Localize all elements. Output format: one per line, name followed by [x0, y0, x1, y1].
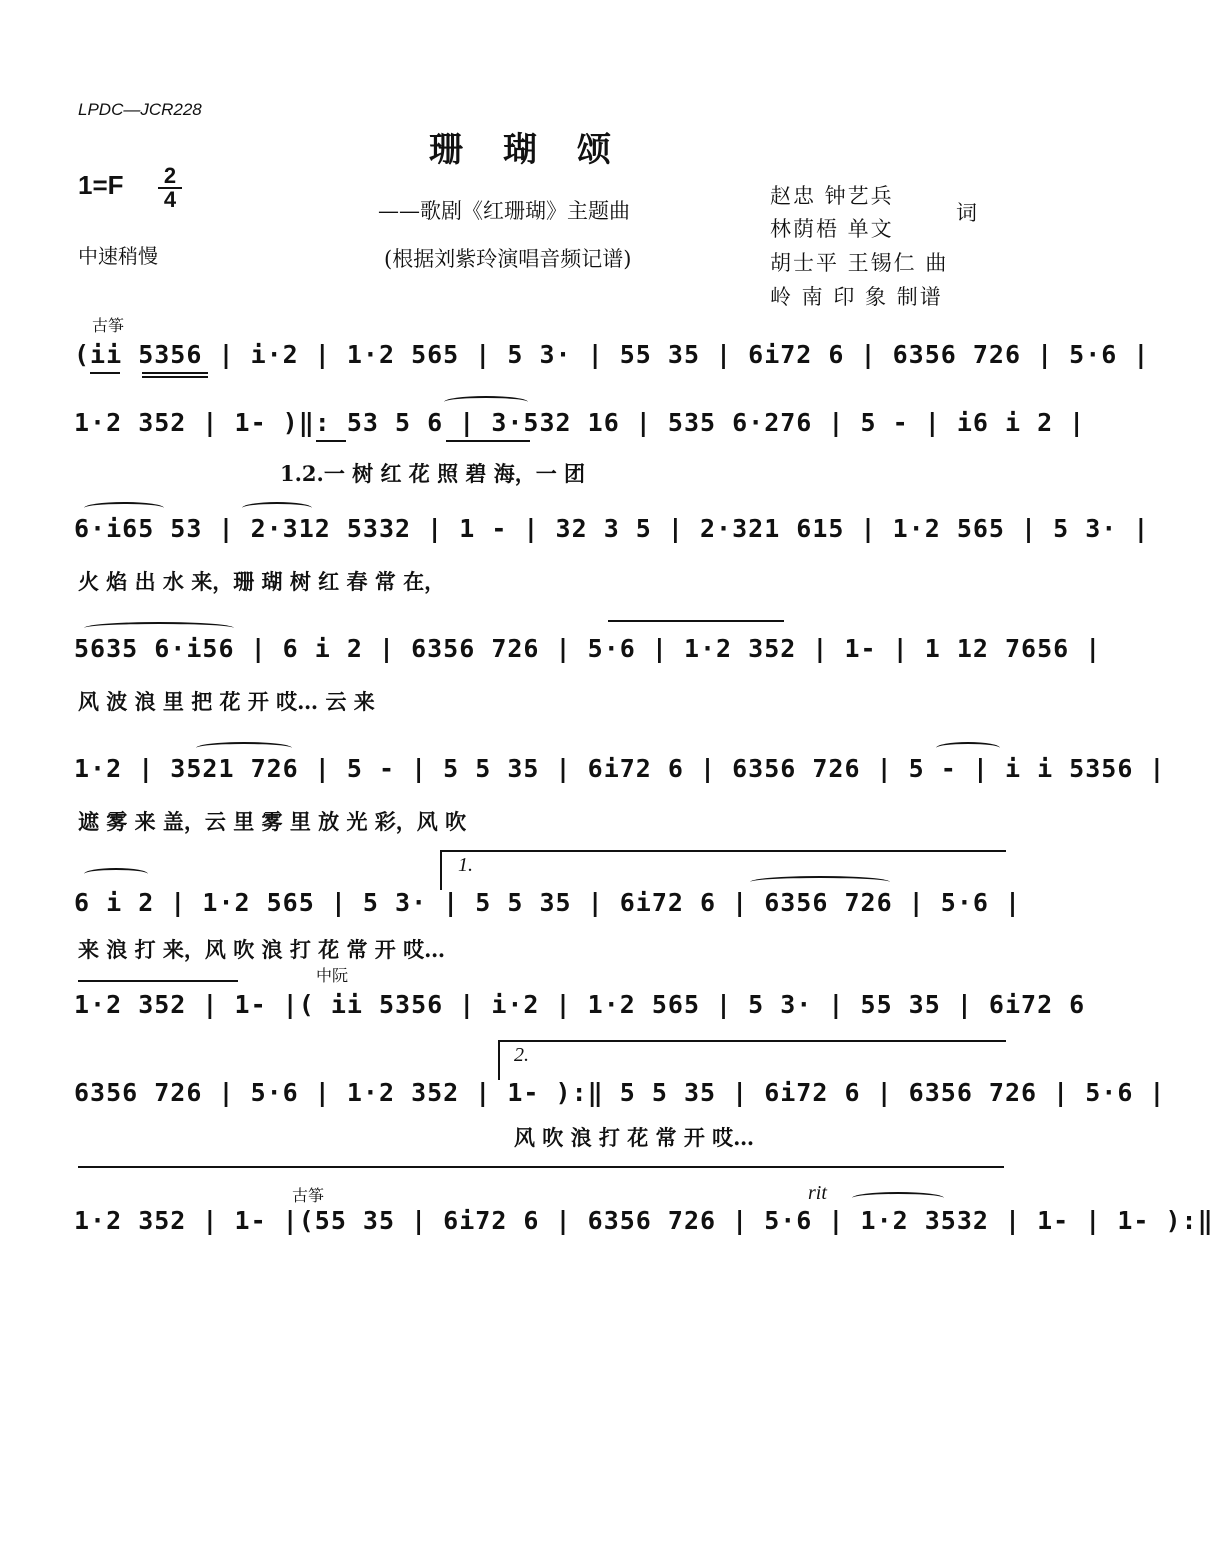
volta-1-label: 1.: [458, 854, 473, 876]
slur: [84, 502, 164, 514]
volta-2-continue: [78, 1166, 1004, 1168]
volta-2-label: 2.: [514, 1044, 529, 1066]
beam: [446, 440, 530, 442]
tempo-marking: 中速稍慢: [78, 246, 158, 268]
subtitle: ——歌剧《红珊瑚》主题曲: [378, 199, 630, 223]
slur: [936, 742, 1000, 754]
slur: [84, 868, 148, 880]
score-row-9: 1·2 352 | 1- |(55 35 | 6i72 6 | 6356 726 | 5·6 | 1·2 3532 | 1- | 1- ):‖: [74, 1206, 1214, 1235]
volta-2-left: [498, 1040, 500, 1080]
slur: [196, 742, 292, 754]
beam: [142, 372, 208, 374]
score-row-6: 6 i 2 | 1·2 565 | 5 3· | 5 5 35 | 6i72 6 | 6356 726 | 5·6 |: [74, 888, 1022, 917]
volta-2-top: [498, 1040, 1006, 1042]
composers: 胡士平 王锡仁 曲: [770, 251, 949, 275]
lyricists-line-2: 林荫梧 单文: [770, 217, 894, 241]
lyrics-row-4: 遮 雾 来 盖，云 里 雾 里 放 光 彩，风 吹: [78, 809, 467, 834]
slur: [84, 622, 234, 634]
score-row-5: 1·2 | 3521 726 | 5 - | 5 5 35 | 6i72 6 | 6356 726 | 5 - | i i 5356 |: [74, 754, 1166, 783]
score-row-2: 1·2 352 | 1- )‖: 53 5 6 | 3·532 16 | 535 6·276 | 5 - | i6 i 2 |: [74, 408, 1086, 437]
lyrics-row-6: 风 吹 浪 打 花 常 开 哎…: [514, 1125, 755, 1150]
volta-1-left: [440, 850, 442, 890]
key-signature: 1=F: [78, 170, 124, 200]
lyrics-row-5: 来 浪 打 来，风 吹 浪 打 花 常 开 哎…: [78, 937, 446, 962]
slur: [750, 876, 890, 888]
engraver: 岭 南 印 象 制谱: [770, 285, 943, 309]
lyrics-row-1: 1.2.一 树 红 花 照 碧 海，一 团: [280, 461, 586, 486]
slur: [852, 1192, 944, 1204]
lyricists-line-1: 赵忠 钟艺兵: [770, 184, 894, 208]
catalog-code: LPDC—JCR228: [78, 100, 202, 119]
time-signature-bottom: 4: [163, 187, 177, 212]
slur: [444, 396, 528, 408]
score-row-8: 6356 726 | 5·6 | 1·2 352 | 1- ):‖ 5 5 35 | 6i72 6 | 6356 726 | 5·6 |: [74, 1078, 1166, 1107]
lyric-tag: 词: [956, 201, 979, 225]
score-row-3: 6·i65 53 | 2·312 5332 | 1 - | 32 3 5 | 2·321 615 | 1·2 565 | 5 3· |: [74, 514, 1150, 543]
time-signature: [158, 163, 182, 212]
song-title: 珊瑚颂: [429, 130, 651, 170]
instrument-zhongruan: 中阮: [316, 968, 349, 985]
slur: [242, 502, 312, 514]
beam: [316, 440, 346, 442]
time-signature-top: 2: [163, 163, 177, 188]
instrument-guzheng-2: 古筝: [292, 1188, 325, 1205]
volta-1-continue: [78, 980, 238, 982]
ritardando-marking: rit: [808, 1182, 827, 1204]
source-note: (根据刘紫玲演唱音频记谱): [384, 247, 632, 271]
volta-1-top: [440, 850, 1006, 852]
score-row-4: 5635 6·i56 | 6 i 2 | 6356 726 | 5·6 | 1·2 352 | 1- | 1 12 7656 |: [74, 634, 1102, 663]
beam: [90, 372, 120, 374]
lyrics-row-3: 风 波 浪 里 把 花 开 哎… 云 来: [78, 689, 375, 714]
tie-line: [608, 620, 784, 622]
lyrics-row-2: 火 焰 出 水 来，珊 瑚 树 红 春 常 在，: [78, 569, 446, 594]
score-row-1: (ii 5356 | i·2 | 1·2 565 | 5 3· | 55 35 | 6i72 6 | 6356 726 | 5·6 |: [74, 340, 1150, 369]
beam: [142, 376, 208, 378]
instrument-guzheng: 古筝: [92, 318, 125, 335]
score-row-7: 1·2 352 | 1- |( ii 5356 | i·2 | 1·2 565 | 5 3· | 55 35 | 6i72 6: [74, 990, 1086, 1019]
